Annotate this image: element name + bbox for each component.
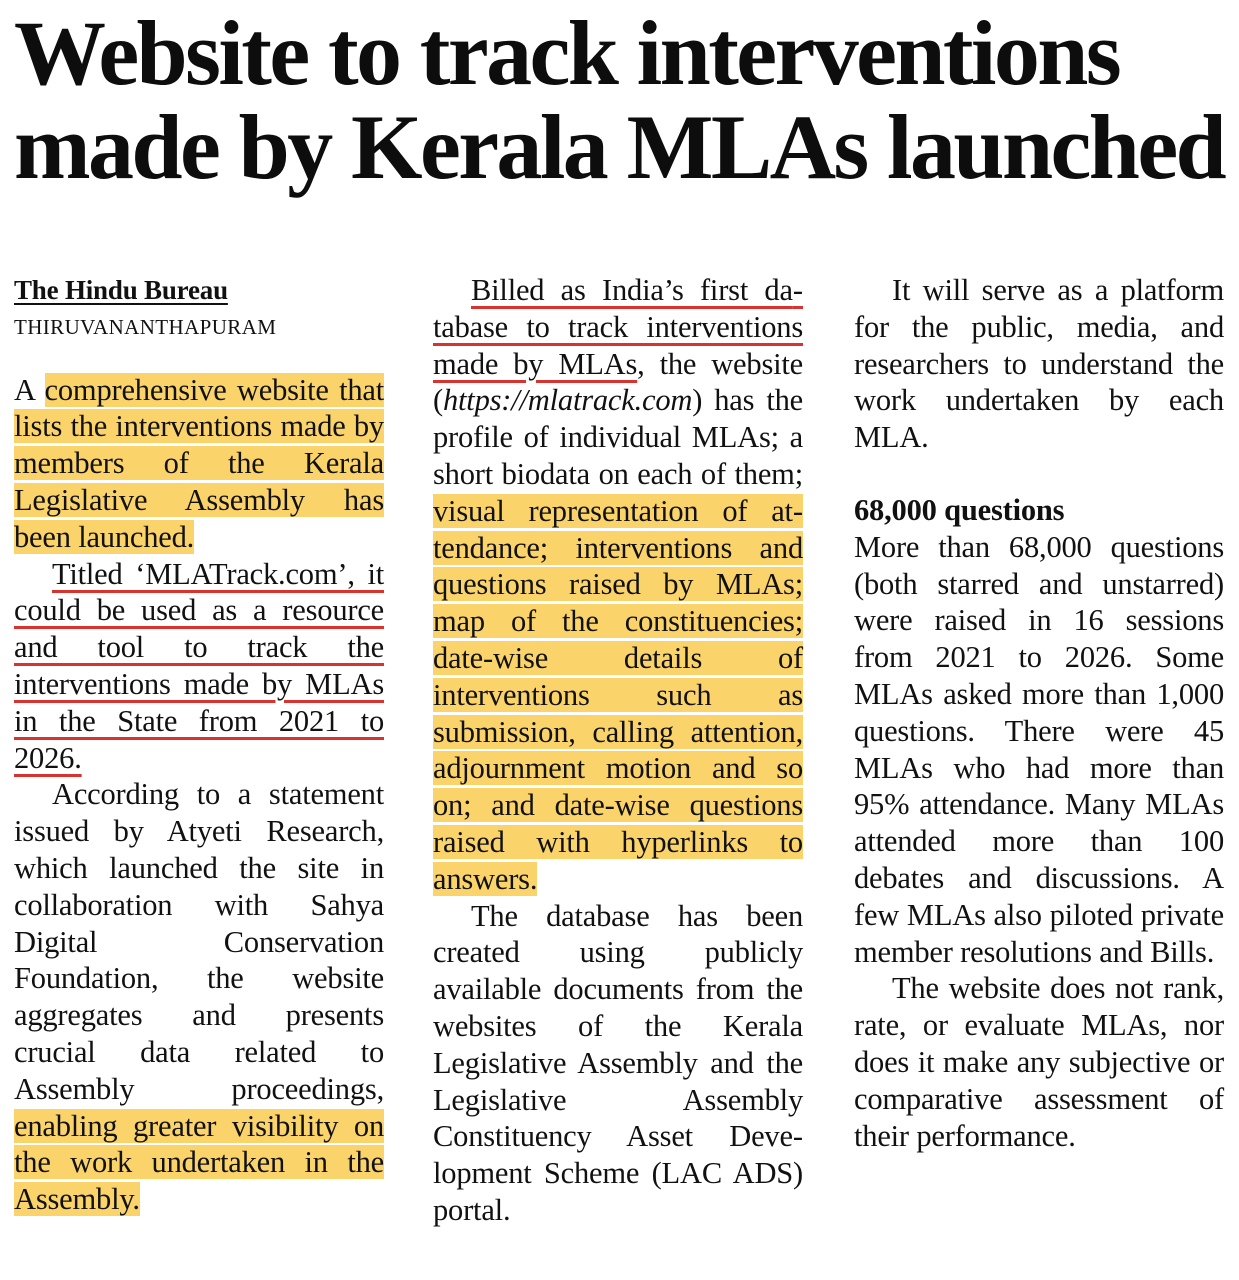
- highlighted-text: comprehensive website that lists the interventions made by members of the Kerala Legislative Assembly has been launched.: [14, 372, 385, 554]
- database-text-2: ) has the profile of individual MLAs; a short biodata on each of them;: [433, 383, 803, 491]
- byline: The Hindu Bureau: [14, 275, 228, 305]
- intro-lead: A: [14, 372, 45, 407]
- article-column-3: [854, 272, 1224, 1154]
- paragraph-intro: [14, 372, 384, 556]
- paragraph-no-ranking: The website does not rank, rate, or evaluate MLAs, nor does it make any subjective or comparative assessment of their performance.: [854, 971, 1224, 1153]
- underlined-text: Billed as India’s first database to track interventions made by MLAs: [433, 273, 803, 381]
- highlighted-text: visual representation of attendance; interventions and questions raised by MLAs; map of the constituencies; date-wise details of interventions such as submission, calling attention, adjournment motion and so on; and date-wise questions raised with hyperlinks to answers.: [433, 493, 803, 896]
- dateline: THIRUVANANTHAPURAM: [14, 314, 277, 339]
- underlined-text: Titled ‘MLATrack.com’, it could be used as a resource and tool to track the interventions made by MLAs in the State from 2021 to 2026.: [14, 556, 384, 775]
- headline: [14, 2, 1229, 198]
- database-text: , the website (: [433, 346, 803, 418]
- paragraph-platform: It will serve as a platform for the public, media, and researchers to understand the work undertaken by each MLA.: [854, 273, 1224, 455]
- headline-line-2: made by Kerala MLAs launched: [14, 96, 1225, 198]
- paragraph-statement: [14, 776, 384, 1218]
- article-column-2: [433, 272, 803, 1229]
- paragraph-sources: The database has been created using publicly available documents from the websites of the Kerala Legislative Assembly and the Legislative Assembly Constituency Asset Development Scheme (LAC ADS) portal.: [433, 898, 803, 1227]
- statement-text: According to a statement issued by Atyeti Research, which launched the site in collaboration with Sahya Digital Conservation Foundation, the website aggregates and presents crucial data related to Assembly proceedings,: [14, 777, 384, 1106]
- paragraph-database: [433, 272, 803, 898]
- subhead: 68,000 questions: [854, 492, 1065, 527]
- article-column-1: [14, 272, 384, 1218]
- website-url: https://mlatrack.com: [442, 383, 693, 418]
- highlighted-text: enabling greater visibility on the work undertaken in the Assembly.: [14, 1108, 384, 1217]
- paragraph-questions: More than 68,000 questions (both starred and unstarred) were raised in 16 sessions from 2021 to 2026. Some MLAs asked more than 1,000 questions. There were 45 MLAs who had more than 95% attendance. Many MLAs attended more than 100 debates and discussions. A few MLAs also piloted private member resolutions and Bills.: [854, 529, 1224, 969]
- paragraph-title: [14, 556, 384, 777]
- headline-line-1: Website to track interventions: [14, 2, 1120, 104]
